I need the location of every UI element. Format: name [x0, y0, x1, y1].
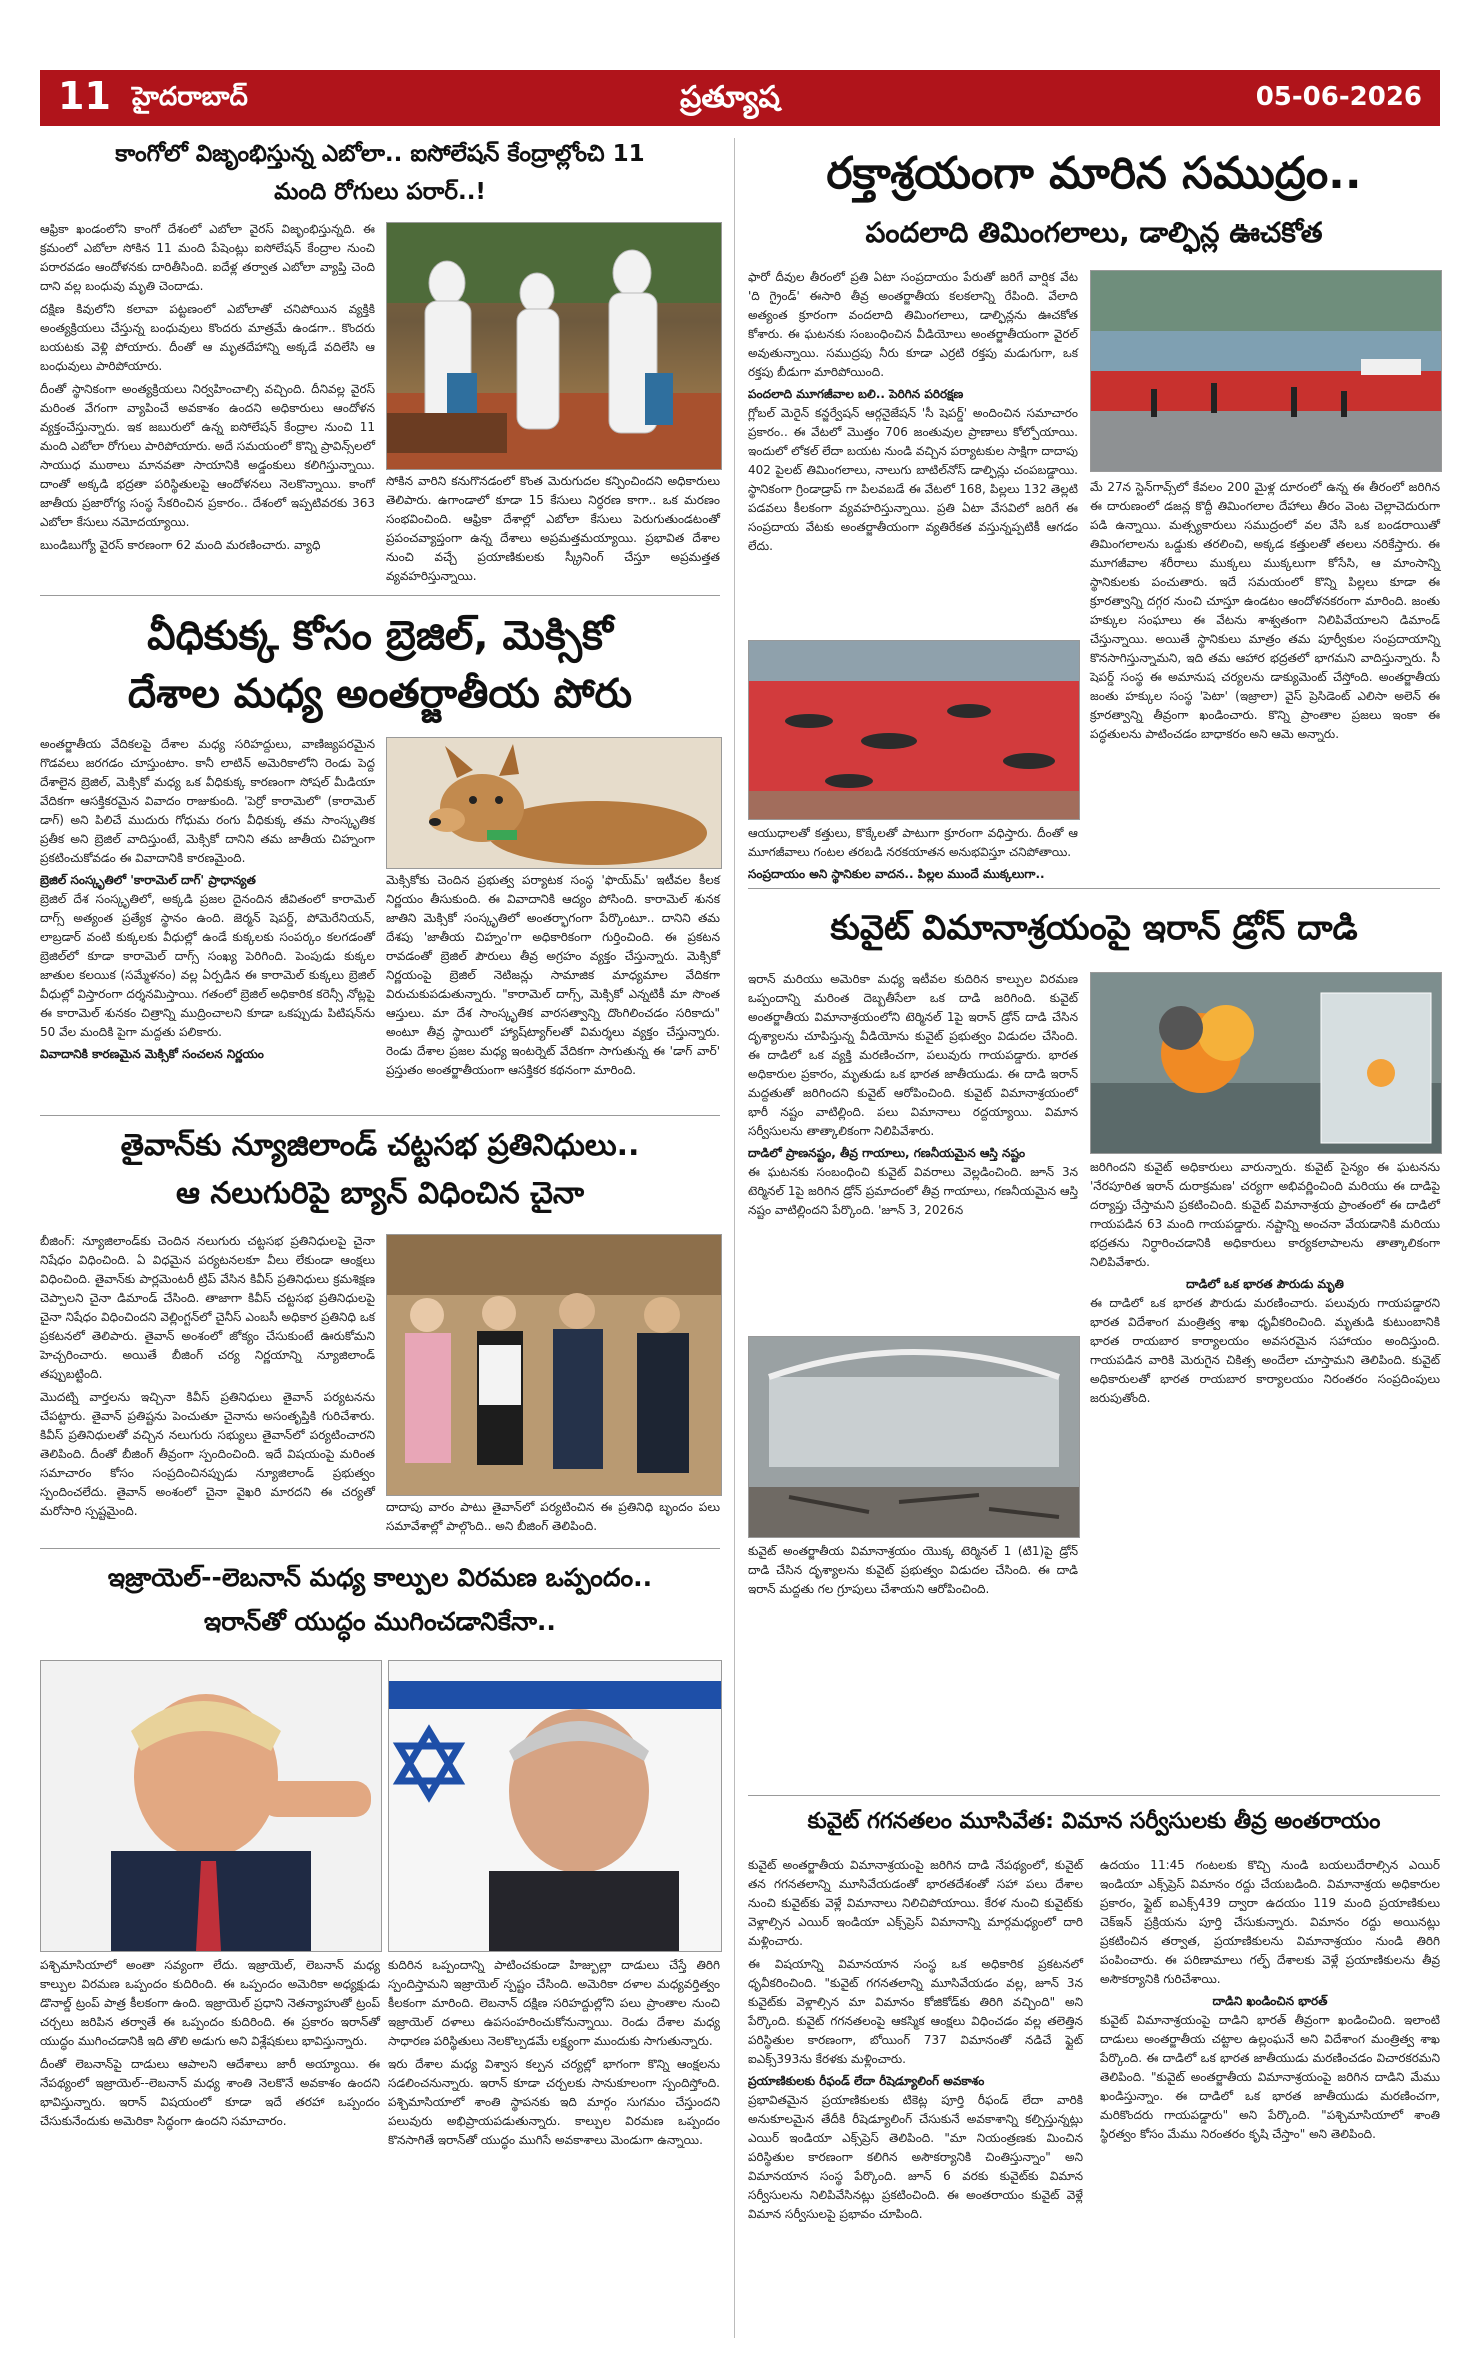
trump-illustration	[41, 1661, 381, 1951]
israel-text-right	[388, 1956, 720, 2150]
ebola-workers-photo	[386, 222, 722, 470]
ebola-para: దీంతో స్థానికంగా అంత్యక్రియలు నిర్వహించాల్సి వచ్చింది. దీనివల్ల వైరస్ మరింత వేగంగా వ్యాపించే అవకాశం ఉందని అధికారులు ఆందోళన వ్యక్తంచేస్తున్నారు. ఇక జబురులో ఉన్న ఐసోలేషన్ కేంద్రాల నుంచి 11 మంది ఎబోలా రోగులు పారిపోయారు. అదే సమయంలో కొన్ని ప్రావిన్స్‌లలో సాయుధ ముఠాలు మానవతా సాయానికి అడ్డంకులు కలిగిస్తున్నాయి. దాంతో అక్కడి భద్రతా పరిస్థితులపై ఆందోళనలు నెలకొన్నాయి. కాంగో జాతీయ ప్రజారోగ్య సంస్థ సేకరించిన ప్రకారం.. దేశంలో ఇప్పటివరకు 363 ఎబోలా కేసులు నమోదయ్యాయి.	[40, 382, 375, 529]
taiwan-para: బీజింగ్: న్యూజిలాండ్‌కు చెందిన నలుగురు చట్టసభ ప్రతినిధులపై చైనా నిషేధం విధించింది. ఏ విధమైన పర్యటనలకూ వీలు లేకుండా ఆంక్షలు విధించింది. తైవాన్‌కు పార్లమెంటరీ ట్రిప్ వేసిన కివీస్ ప్రతినిధులు క్రమశిక్షణ చెప్పాలని చైనా డిమాండ్ చేసింది. తాజాగా కివీస్ చట్టసభ ప్రతినిధులపై చైనా నిషేధం విధించిందని వెల్లింగ్టన్‌లో చైనీస్ ఎంబసీ అధికార ప్రతినిధి ఒక ప్రకటనలో తెలిపారు. తైవాన్ అంశంలో జోక్యం చేసుకుంటే ఊరుకోమని హెచ్చరించారు. అయితే బీజింగ్ చర్య నిర్ణయాన్ని న్యూజిలాండ్ తప్పుబట్టింది.	[40, 1234, 375, 1381]
airspace-headline: కువైట్ గగనతలం మూసివేత: విమాన సర్వీసులకు తీవ్ర అంతరాయం	[807, 1809, 1381, 1834]
dog-subheading: వివాదానికి కారణమైన మెక్సికో సంచలన నిర్ణయం	[40, 1047, 264, 1061]
divider	[40, 1548, 720, 1549]
shore-illustration	[1091, 271, 1441, 471]
divider	[40, 595, 720, 596]
ebola-headline-2: మంది రోగులు పరార్..!	[274, 179, 486, 205]
red-sea-photo	[748, 640, 1080, 820]
israel-para: దీంతో లెబనాన్‌పై దాడులు ఆపాలని ఆదేశాలు జారీ అయ్యాయి. ఈ నేపథ్యంలో ఇజ్రాయెల్--లెబనాన్ మధ్య శాంతి నెలకొనే అవకాశం ఉందని భావిస్తున్నారు. ఇరాన్ విషయంలో కూడా ఇదే తరహా ఒప్పందం చేసుకునేందుకు అమెరికా సిద్ధంగా ఉందని సమాచారం.	[40, 2057, 380, 2128]
faroe-headline-2: పందలాది తిమింగలాలు, డాల్ఫిన్ల ఊచకోత	[865, 216, 1323, 249]
airspace-article	[748, 1802, 1440, 1842]
faroe-text-b	[748, 824, 1078, 884]
kuwait-caption: కువైట్ అంతర్జాతీయ విమానాశ్రయం యొక్క టెర్మినల్ 1 (టి1)పై డ్రోన్ దాడి చేసిన దృశ్యాలను కువైట్ ప్రభుత్వం విడుదల చేసింది. ఈ దాడి ఇరాన్ మద్దతు గల గ్రూపులు చేశాయని ఆరోపించింది.	[748, 1544, 1078, 1596]
netanyahu-illustration	[389, 1661, 721, 1951]
taiwan-caption-block	[386, 1498, 720, 1536]
israel-article	[40, 1556, 720, 1644]
ebola-text	[40, 220, 375, 555]
airspace-text-b	[1100, 1856, 1440, 2144]
faroe-para: ఆయుధాలతో కత్తులు, కొక్కేలతో పాటుగా క్రూరంగా వధిస్తారు. దీంతో ఆ మూగజీవాలు గంటల తరబడి నరకయాతన అనుభవిస్తూ చనిపోతాయి.	[748, 826, 1078, 859]
airspace-para: కువైట్ అంతర్జాతీయ విమానాశ్రయంపై జరిగిన దాడి నేపథ్యంలో, కువైట్ తన గగనతలాన్ని మూసివేయడంతో భారతదేశంతో సహా పలు దేశాల నుంచి కువైట్‌కు వెళ్లే విమానాలు నిలిచిపోయాయి. కేరళ నుంచి కువైట్‌కు వెళ్లాల్సిన ఎయిర్ ఇండియా ఎక్స్‌ప్రెస్ విమానాన్ని మార్గమధ్యంలో దారి మళ్లించారు.	[748, 1858, 1083, 1948]
kuwait-para: జరిగిందని కువైట్ అధికారులు వారున్నారు. కువైట్ సైన్యం ఈ ఘటనను 'నేరపూరిత ఇరాన్ దురాక్రమణ' చర్యగా అభివర్ణించింది మరియు ఈ దాడిపై దర్యాప్తు చేస్తామని ప్రకటించింది. కువైట్ విమానాశ్రయ ప్రాంతంలో ఈ దాడిలో గాయపడిన 63 మంది గాయపడ్డారు. నష్టాన్ని అంచనా వేయడానికి మరియు భద్రతను నిర్ధారించడానికి అధికారులు కార్యకలాపాలను తాత్కాలికంగా నిలిపివేశారు.	[1090, 1160, 1440, 1269]
faroe-subheading: పందలాది మూగజీవాల బలి.. పెరిగిన పరిరక్షణ	[748, 387, 964, 401]
dog-caption: మెక్సికోకు చెందిన ప్రభుత్వ పర్యాటక సంస్థ 'ఫొయ్‌మ్' ఇటీవల కీలక నిర్ణయం తీసుకుంది. ఈ వివాదానికి ఆద్యం పోసింది. కారామెల్ శునక జాతిని మెక్సికో సంస్కృతిలో అంతర్భాగంగా పేర్కొంటూ.. దానిని తమ దేశపు 'జాతీయ చిహ్నం'గా అధికారికంగా గుర్తించింది. ఈ ప్రకటన రావడంతో బ్రెజిల్ పౌరులు తీవ్ర అగ్రహం వ్యక్తం చేస్తున్నారు. మెక్సికో నిర్ణయంపై బ్రెజిల్ నెటిజన్లు సామాజిక మాధ్యమాల వేదికగా విరుచుకుపడుతున్నారు. "కారామెల్ దాగ్స్, మెక్సికో ఎన్నటికీ మా సొంత ఆస్తులు. మా దేశ సాంస్కృతిక వారసత్వాన్ని దొంగిలించడం సరికాదు" అంటూ తీవ్ర స్థాయిలో హ్యాష్‌ట్యాగ్‌లతో విమర్శలు వ్యక్తం చేస్తున్నారు. రెండు దేశాల ప్రజల మధ్య ఇంటర్నెట్ వేదికగా సాగుతున్న ఈ 'డాగ్ వార్' ప్రస్తుతం అంతర్జాతీయంగా ఆసక్తికర కథనంగా మారింది.	[386, 873, 720, 1077]
kuwait-para: ఈ ఘటనకు సంబంధించి కువైట్ వివరాలు వెల్లడించింది. జూన్ 3న టెర్మినల్ 1పై జరిగిన డ్రోన్ ప్రమాదంలో తీవ్ర గాయాలు, గణనీయమైన ఆస్తి నష్టం వాటిల్లిందని పేర్కొంది. 'జూన్ 3, 2026న	[748, 1165, 1078, 1217]
airspace-para: కువైట్ విమానాశ్రయంపై దాడిని భారత్ తీవ్రంగా ఖండించింది. ఇలాంటి దాడులు అంతర్జాతీయ చట్టాల ఉల్లంఘనే అని విదేశాంగ మంత్రిత్వ శాఖ పేర్కొంది. ఈ దాడిలో ఒక భారత జాతీయుడు మరణించడం విచారకరమని తెలిపింది. "కువైట్ అంతర్జాతీయ విమానాశ్రయంపై జరిగిన దాడిని మేము ఖండిస్తున్నాం. ఈ దాడిలో ఒక భారత జాతీయుడు మరణించగా, మరికొందరు గాయపడ్డారు" అని పేర్కొంది. "పశ్చిమాసియాలో శాంతి స్థిరత్వం కోసం మేము నిరంతరం కృషి చేస్తాం" అని తెలిపింది.	[1100, 2013, 1440, 2141]
ebola-para: దక్షిణ కివులోని కలావా పట్టణంలో ఎబోలాతో చనిపోయిన వ్యక్తికి అంత్యక్రియలు చేస్తున్న బంధువులు కొందరు మాత్రమే ఉండగా.. కొందరు బయటకు వెళ్లి పోయారు. దీంతో ఆ మృతదేహాన్ని అక్కడే వదిలేసి ఆ బంధువులు పారిపోయారు.	[40, 302, 375, 373]
taiwan-headline-2: ఆ నలుగురిపై బ్యాన్ విధించిన చైనా	[175, 1176, 585, 1211]
terminal-illustration	[749, 1337, 1079, 1537]
divider	[748, 1795, 1440, 1796]
terminal-damage-photo	[748, 1336, 1080, 1538]
dog-subheading: బ్రెజిల్ సంస్కృతిలో 'కారామెల్ దాగ్' ప్రాధాన్యత	[40, 873, 256, 887]
explosion-illustration	[1091, 973, 1441, 1153]
kuwait-text-a	[748, 970, 1078, 1220]
delegation-illustration	[387, 1235, 721, 1495]
column-divider	[734, 138, 735, 2338]
israel-headline-2: ఇరాన్‌తో యుద్ధం ముగించడానికేనా..	[204, 1607, 556, 1636]
dog-text	[40, 735, 375, 1064]
hazmat-figures-illustration	[387, 223, 721, 469]
nz-delegation-photo	[386, 1234, 722, 1496]
israel-para: పశ్చిమాసియాలో అంతా సవ్యంగా లేదు. ఇజ్రాయెల్, లెబనాన్ మధ్య కాల్పుల విరమణ ఒప్పందం కుదిరింది. ఈ ఒప్పందం అమెరికా అధ్యక్షుడు డొనాల్డ్ ట్రంప్ పాత్ర కీలకంగా ఉంది. ఇజ్రాయెల్ ప్రధాని నెతన్యాహుతో ట్రంప్ చర్చలు జరిపిన తర్వాతే ఈ ఒప్పందం కుదిరింది. ఈ ప్రకారం ఇరాన్‌తో యుద్ధం ముగించడానికి ఇది తొలి అడుగు అని విశ్లేషకులు భావిస్తున్నారు.	[40, 1958, 380, 2048]
faroe-para: ఫారో దీవుల తీరంలో ప్రతి ఏటా సంప్రదాయం పేరుతో జరిగే వార్షిక వేట 'ది గ్రైండ్' ఈసారి తీవ్ర అంతర్జాతీయ కలకలాన్ని రేపింది. వేలాది అత్యంత క్రూరంగా వందలాది తిమింగలాలు, డాల్ఫిన్లను ఊచకోత కోశారు. ఈ ఘటనకు సంబంధించిన వీడియోలు అంతర్జాతీయంగా వైరల్ అవుతున్నాయి. సముద్రపు నీరు కూడా ఎర్రటి రక్తపు మడుగుగా, ఒక రక్తపు బీడుగా మారిపోయింది.	[748, 270, 1078, 379]
israel-text-left	[40, 1956, 380, 2131]
taiwan-headline-1: తైవాన్‌కు న్యూజిలాండ్ చట్టసభ ప్రతినిధులు..	[120, 1128, 640, 1163]
ebola-para: ఆఫ్రికా ఖండంలోని కాంగో దేశంలో ఎబోలా వైరస్ విజృంభిస్తున్నది. ఈ క్రమంలో ఎబోలా సోకిన 11 మంది పేషెంట్లు ఐసోలేషన్ కేంద్రాల నుంచి పరారవడం ఆందోళనకు దారితీసింది. ఐదేళ్ల తర్వాత ఎబోలా వ్యాప్తి చెంది దాని వల్ల బంధువు మృతి చెందాడు.	[40, 222, 375, 293]
kuwait-text-b	[1090, 1158, 1440, 1408]
dog-para: అంతర్జాతీయ వేదికలపై దేశాల మధ్య సరిహద్దులు, వాణిజ్యపరమైన గొడవలు జరగడం చూస్తుంటాం. కానీ లాటిన్ అమెరికాలోని రెండు పెద్ద దేశాలైన బ్రెజిల్, మెక్సికో మధ్య ఒక వీధికుక్క కారణంగా సోషల్ మీడియా వేదికగా ఆసక్తికరమైన వివాదం రాజుకుంది. 'పెర్రో కారామెలో' (కారామెల్ డాగ్) అని పిలిచే ముదురు గోధుమ రంగు వీధికుక్క తమ సాంస్కృతిక ప్రతీక అని బ్రెజిల్ వాదిస్తుంటే, మెక్సికో దానిని తమ జాతీయ చిహ్నంగా ప్రకటించుకోవడం ఈ వివాదానికి కారణమైంది.	[40, 737, 375, 865]
faroe-text-c	[1090, 478, 1440, 744]
airspace-para: ఉదయం 11:45 గంటలకు కొచ్చి నుండి బయలుదేరాల్సిన ఎయిర్ ఇండియా ఎక్స్‌ప్రెస్ విమానం రద్దు చేయబడింది. విమానాశ్రయ అధికారుల ప్రకారం, ఫ్లైట్ ఐఎక్స్439 ద్వారా ఉదయం 119 మంది ప్రయాణికులు చెక్ఇన్ ప్రక్రియను పూర్తి చేసుకున్నారు. విమానం రద్దు అయినట్లు ప్రకటించిన తర్వాత, ప్రయాణికులను విమానాశ్రయం నుండి తిరిగి పంపించారు. ఈ పరిణామాలు గల్ఫ్ దేశాలకు వెళ్లే ప్రయాణికులను తీవ్ర అసౌకర్యానికి గురిచేశాయి.	[1100, 1858, 1440, 1986]
kuwait-para: ఇరాన్ మరియు అమెరికా మధ్య ఇటీవల కుదిరిన కాల్పుల విరమణ ఒప్పందాన్ని మరింత దెబ్బతీసేలా ఒక దాడి జరిగింది. కువైట్ అంతర్జాతీయ విమానాశ్రయంలోని టెర్మినల్ 1పై ఇరాన్ డ్రోన్ దాడి చేసిన దృశ్యాలను చూపిస్తున్న వీడియోను కువైట్ ప్రభుత్వం విడుదల చేసింది. ఈ దాడిలో ఒక వ్యక్తి మరణించగా, పలువురు గాయపడ్డారు. భారత అధికారుల ప్రకారం, మృతుడు ఒక భారత జాతీయుడు. ఈ దాడి ఇరాన్ మద్దతుతో జరిగిందని కువైట్ ఆరోపించింది. కువైట్ విమానాశ్రయంలో భారీ నష్టం వాటిల్లింది. పలు విమానాలు రద్దయ్యాయి. విమాన సర్వీసులను తాత్కాలికంగా నిలిపివేశారు.	[748, 972, 1078, 1138]
kuwait-caption-block	[748, 1542, 1078, 1599]
faroe-para: మే 27న స్టెన్‌గావ్స్‌లో కేవలం 200 మైళ్ల దూరంలో ఉన్న ఈ తీరంలో జరిగిన ఈ దారుణంలో డజన్ల కొద్దీ తిమింగలాల దేహాలు తీరం వెంట చెల్లాచెదురుగా పడి ఉన్నాయి. మత్స్యకారులు సముద్రంలో వల వేసి ఒక బండరాయితో తిమింగలాలను ఒడ్డుకు తరలించి, అక్కడ కత్తులతో తలలు నరికేస్తారు. ఈ మూగజీవాల శరీరాలు ముక్కలు ముక్కలుగా కోసేసి, ఆ మాంసాన్ని స్థానికులకు పంచుతారు. ఇదే సమయంలో కొన్ని పిల్లలు కూడా ఈ క్రూరత్వాన్ని దగ్గర నుంచి చూస్తూ ఉండటం ఆందోళనకరంగా మారింది. జంతు హక్కుల సంఘాలు ఈ వేటను శాశ్వతంగా నిలిపివేయాలని డిమాండ్ చేస్తున్నాయి. అయితే స్థానికులు మాత్రం తమ పూర్వీకుల సంప్రదాయాన్ని కొనసాగిస్తున్నామని, ఇది తమ ఆహార భద్రతలో భాగమని వాదిస్తున్నారు. సీ షెపర్డ్ సంస్థ ఈ అమానుష చర్యలను డాక్యుమెంట్ చేస్తోంది. అంతర్జాతీయ జంతు హక్కుల సంస్థ 'పెటా' (ఇజ్రాలా) వైస్ ప్రెసిడెంట్ ఎలిసా అలెన్ ఈ క్రూరత్వాన్ని తీవ్రంగా ఖండించారు. కొన్ని ప్రాంతాల ప్రజలు ఇంకా ఈ పద్ధతులను పాటించడం బాధాకరం అని ఆమె అన్నారు.	[1090, 480, 1440, 741]
faroe-para: గ్లోబల్ మెరైన్ కన్జర్వేషన్ ఆర్గనైజేషన్ 'సీ షెపర్డ్' అందించిన సమాచారం ప్రకారం.. ఈ వేటలో మొత్తం 706 జంతువుల ప్రాణాలు కోల్పోయాయి. ఇందులో లోకల్ లేదా బయట నుండి వచ్చిన పర్యాటకుల సాక్షిగా దాదాపు 402 పైలట్ తిమింగలాలు, నాలుగు బాటిల్‌నోస్ డాల్ఫిన్లు చంపబడ్డాయి. స్థానికంగా గ్రిండాడ్రాప్ గా పిలవబడే ఈ వేటలో 168, పిల్లలు 132 తెల్లటి పడవలు కీలకంగా వ్యవహరిస్తున్నాయి. ప్రతి ఏటా వేసవిలో జరిగే ఈ సంప్రదాయ వేటకు అంతర్జాతీయంగా వ్యతిరేకత వస్తున్నప్పటికీ ఆగడం లేదు.	[748, 406, 1078, 553]
faroe-article	[748, 140, 1440, 258]
kuwait-subheading: దాడిలో ఒక భారత పౌరుడు మృతి	[1186, 1277, 1344, 1291]
bloody-shore-photo	[1090, 270, 1442, 472]
airspace-subheading: ప్రయాణికులకు రీఫండ్ లేదా రీషెడ్యూలింగ్ అవకాశం	[748, 2074, 985, 2088]
airspace-text-a	[748, 1856, 1083, 2224]
kuwait-para: ఈ దాడిలో ఒక భారత పౌరుడు మరణించారు. పలువురు గాయపడ్డారని భారత విదేశాంగ మంత్రిత్వ శాఖ ధృవీకరించింది. మృతుడి కుటుంబానికి భారత రాయబార కార్యాలయం అవసరమైన సహాయం అందిస్తుంది. గాయపడిన వారికి మెరుగైన చికిత్స అందేలా చూస్తామని తెలిపింది. కువైట్ అధికారులతో భారత రాయబార కార్యాలయం నిరంతరం సంప్రదింపులు జరుపుతోంది.	[1090, 1296, 1440, 1405]
faroe-headline-1: రక్తాశ్రయంగా మారిన సముద్రం..	[826, 148, 1362, 199]
taiwan-para: మొదట్ని వార్తలను ఇచ్చినా కివీస్ ప్రతినిధులు తైవాన్ పర్యటనను చేపట్టారు. తైవాన్ ప్రతిష్టను పెంచుతూ చైనాను అసంతృప్తికి గురిచేశారు. కివీస్ ప్రతినిధులతో వచ్చిన నలుగురు సభ్యులు తైవాన్‌లో పర్యటించారని తెలిపింది. దీంతో బీజింగ్ తీవ్రంగా స్పందించింది. ఇదే విషయంపై మరింత సమాచారం కోసం సంప్రదించినప్పుడు న్యూజిలాండ్ ప్రభుత్వం స్పందించలేదు. తైవాన్ అంశంలో చైనా వైఖరి మారదని ఈ చర్యతో మరోసారి స్పష్టమైంది.	[40, 1390, 375, 1518]
divider	[748, 888, 1440, 889]
dog-article	[40, 607, 720, 723]
masthead	[40, 70, 1440, 126]
dog-caption-block	[386, 871, 720, 1080]
paper-name: ప్రత్యూష	[680, 80, 780, 115]
dog-headline-1: వీధికుక్క కోసం బ్రెజిల్, మెక్సికో	[147, 613, 613, 659]
ebola-caption: సోకిన వారిని కనుగొనడంలో కొంత మెరుగుదల కన్పించిందని అధికారులు తెలిపారు. ఉగాండాలో కూడా 15 కేసులు నిర్ధరణ కాగా.. ఒక మరణం సంభవించింది. ఆఫ్రికా దేశాల్లో ఎబోలా కేసులు పెరుగుతుండటంతో ప్రపంచవ్యాప్తంగా ఉన్న దేశాలు అప్రమత్తమయ్యాయి. ప్రభావిత దేశాల నుంచి వచ్చే ప్రయాణికులకు స్క్రీనింగ్ చేస్తూ అప్రమత్తత వ్యవహరిస్తున్నాయి.	[386, 474, 720, 583]
ebola-headline-1: కాంగోలో విజృంభిస్తున్న ఎబోలా.. ఐసోలేషన్ కేంద్రాల్లోంచి 11	[115, 141, 645, 167]
dog-illustration	[387, 738, 721, 868]
taiwan-caption: దాదాపు వారం పాటు తైవాన్‌లో పర్యటించిన ఈ ప్రతినిధి బృందం పలు సమావేశాల్లో పాల్గొంది.. అని బీజింగ్ తెలిపింది.	[386, 1500, 720, 1533]
airspace-subheading: దాడిని ఖండించిన భారత్	[1212, 1994, 1328, 2008]
kuwait-article	[748, 898, 1440, 958]
edition-city: హైదరాబాద్	[132, 82, 248, 112]
divider	[40, 1115, 720, 1116]
faroe-text-a	[748, 268, 1078, 556]
faroe-subheading: సంప్రదాయం అని స్థానికుల వాదన.. పిల్లల ముందే ముక్కలుగా..	[748, 867, 1045, 881]
kuwait-subheading: దాడిలో ప్రాణనష్టం, తీవ్ర గాయాలు, గణనీయమైన ఆస్తి నష్టం	[748, 1146, 1026, 1160]
red-water-illustration	[749, 641, 1079, 819]
drone-explosion-photo	[1090, 972, 1442, 1154]
taiwan-text	[40, 1232, 375, 1521]
dog-headline-2: దేశాల మధ్య అంతర్జాతీయ పోరు	[127, 671, 633, 717]
israel-para: కుదిరిన ఒప్పందాన్ని పాటించకుండా హిజ్బుల్లా దాడులు చేస్తే తిరిగి స్పందిస్తామని ఇజ్రాయెల్ స్పష్టం చేసింది. అమెరికా దళాల మధ్యవర్తిత్వం కీలకంగా మారింది. లెబనాన్ దక్షిణ సరిహద్దుల్లోని పలు ప్రాంతాల నుంచి ఇజ్రాయెల్ దళాలు ఉపసంహరించుకోనున్నాయి. రెండు దేశాల మధ్య సాధారణ పరిస్థితులు నెలకొల్పడమే లక్ష్యంగా ముందుకు సాగుతున్నారు.	[388, 1958, 720, 2048]
taiwan-article	[40, 1122, 720, 1218]
issue-date: 05-06-2026	[1255, 82, 1422, 112]
kuwait-headline: కువైట్ విమానాశ్రయంపై ఇరాన్ డ్రోన్ దాడి	[830, 908, 1358, 948]
airspace-para: ఈ విషయాన్ని విమానయాన సంస్థ ఒక అధికారిక ప్రకటనలో ధృవీకరించింది. "కువైట్ గగనతలాన్ని మూసివేయడం వల్ల, జూన్ 3న కువైట్‌కు వెళ్లాల్సిన మా విమానం కోజికోడ్‌కు తిరిగి వచ్చింది" అని పేర్కొంది. కువైట్ గగనతలంపై ఆకస్మిక ఆంక్షలు విధించడం వల్ల తలెత్తిన పరిస్థితుల కారణంగా, బోయింగ్ 737 విమానంతో నడిచే ఫ్లైట్ ఐఎక్స్393ను కేరళకు మళ్లించారు.	[748, 1957, 1083, 2066]
ebola-caption-block	[386, 472, 720, 586]
caramel-dog-photo	[386, 737, 722, 869]
ebola-article	[40, 135, 720, 211]
airspace-para: ప్రభావితమైన ప్రయాణికులకు టికెట్ల పూర్తి రీఫండ్ లేదా వారికి అనుకూలమైన తేదీకి రీషెడ్యూలింగ్ చేసుకునే అవకాశాన్ని కల్పిస్తున్నట్లు ఎయిర్ ఇండియా ఎక్స్‌ప్రెస్ తెలిపింది. "మా నియంత్రణకు మించిన పరిస్థితుల కారణంగా కలిగిన అసౌకర్యానికి చింతిస్తున్నాం" అని విమానయాన సంస్థ పేర్కొంది. జూన్ 6 వరకు కువైట్‌కు విమాన సర్వీసులను నిలిపివేసినట్లు ప్రకటించింది. ఈ అంతరాయం కువైట్ వెళ్లే విమాన సర్వీసులపై ప్రభావం చూపింది.	[748, 2093, 1083, 2221]
netanyahu-photo	[388, 1660, 722, 1952]
israel-headline-1: ఇజ్రాయెల్--లెబనాన్ మధ్య కాల్పుల విరమణ ఒప్పందం..	[107, 1563, 653, 1592]
ebola-para: బుండిబుగ్యో వైరస్ కారణంగా 62 మంది మరణించారు. వ్యాధి	[40, 538, 321, 552]
dog-para: బ్రెజిల్ దేశ సంస్కృతిలో, అక్కడి ప్రజల దైనందిన జీవితంలో కారామెల్ దాగ్స్ అత్యంత ప్రత్యేక స్థానం ఉంది. జెర్మన్ షెపర్డ్, పోమెరేనియన్, లాబ్రడార్ వంటి కుక్కలకు వీధుల్లో ఉండే కుక్కలకు సంపర్కం కలగడంతో బ్రెజిల్‌లో కూడా కారామెల్ దాగ్స్ సంఖ్య పెరిగింది. పెంపుడు కుక్కల జాతుల కలయిక (సమ్మేళనం) వల్ల ఏర్పడిన ఈ కారామెల్ కుక్కలు బ్రెజిల్ వీధుల్లో విస్తారంగా దర్శనమిస్తాయి. గతంలో బ్రెజిల్ అధికారిక కరెన్సీ నోట్లపై ఈ కారామెల్ శునకం చిత్రాన్ని ముద్రించాలని కూడా ఒకప్పుడు పిటిషన్‌ను 50 వేల మందికి పైగా మద్దతు పలికారు.	[40, 892, 375, 1039]
israel-para: ఇరు దేశాల మధ్య విశ్వాస కల్పన చర్యల్లో భాగంగా కొన్ని ఆంక్షలను సడలించనున్నారు. ఇరాన్ కూడా చర్చలకు సానుకూలంగా స్పందిస్తోంది. పశ్చిమాసియాలో శాంతి స్థాపనకు ఇది మార్గం సుగమం చేస్తుందని పలువురు అభిప్రాయపడుతున్నారు. కాల్పుల విరమణ ఒప్పందం కొనసాగితే ఇరాన్‌తో యుద్ధం ముగిసే అవకాశాలు మెండుగా ఉన్నాయి.	[388, 2057, 720, 2147]
trump-photo	[40, 1660, 382, 1952]
page-number: 11	[58, 74, 111, 118]
